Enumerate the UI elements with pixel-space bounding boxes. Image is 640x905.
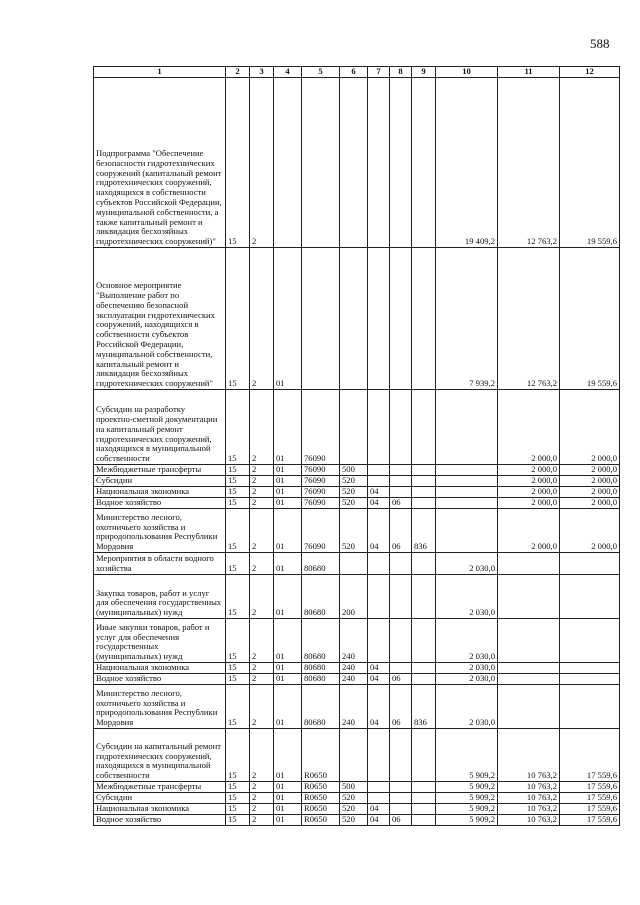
row-value-cell [412, 619, 436, 663]
row-value-cell: 15 [226, 390, 250, 465]
row-value-cell: 01 [274, 509, 302, 553]
row-value-cell [390, 78, 412, 248]
table-row [94, 487, 620, 498]
row-value-cell: 17 559,6 [560, 815, 620, 826]
row-value-cell: 520 [340, 498, 368, 509]
row-value-cell [368, 476, 390, 487]
row-value-cell [436, 498, 498, 509]
row-value-cell [436, 465, 498, 476]
row-value-cell [390, 553, 412, 575]
row-value-cell [340, 390, 368, 465]
row-value-cell: 836 [412, 685, 436, 729]
row-value-cell: 76090 [302, 465, 340, 476]
row-value-cell: 80680 [302, 619, 340, 663]
row-value-cell: 80680 [302, 553, 340, 575]
row-value-cell [340, 78, 368, 248]
budget-table [93, 66, 620, 826]
row-value-cell: 12 763,2 [498, 248, 560, 390]
row-value-cell: 2 000,0 [560, 476, 620, 487]
row-value-cell: 15 [226, 685, 250, 729]
row-value-cell: 76090 [302, 498, 340, 509]
row-value-cell [340, 248, 368, 390]
row-value-cell [368, 465, 390, 476]
row-value-cell [412, 498, 436, 509]
page-number: 588 [590, 36, 610, 51]
row-value-cell: 80680 [302, 663, 340, 674]
row-value-cell: 01 [274, 804, 302, 815]
header-cell: 8 [390, 67, 412, 78]
row-value-cell [498, 575, 560, 619]
row-value-cell: 04 [368, 498, 390, 509]
row-value-cell [412, 553, 436, 575]
table-row [94, 782, 620, 793]
row-value-cell [274, 78, 302, 248]
row-value-cell: 15 [226, 487, 250, 498]
row-value-cell [340, 553, 368, 575]
row-value-cell [390, 619, 412, 663]
row-value-cell: 19 559,6 [560, 78, 620, 248]
row-value-cell [412, 465, 436, 476]
row-value-cell: 10 763,2 [498, 815, 560, 826]
row-value-cell: 2 [250, 487, 274, 498]
table-header-row [94, 67, 620, 78]
row-value-cell: 06 [390, 685, 412, 729]
row-label-cell: Закупка товаров, работ и услуг для обеспечения государственных (муниципальных) нужд [94, 575, 226, 619]
row-value-cell: 2 [250, 476, 274, 487]
row-value-cell: 15 [226, 248, 250, 390]
row-label-cell: Основное мероприятие "Выполнение работ по обеспечению безопасной эксплуатации гидротехнических сооружений, находящихся в собственности субъектов Российской Федерации, муниципальной собственности, капитальный ремонт и ликвидация бесхозяйных гидротехнических сооружений" [94, 248, 226, 390]
table-row [94, 476, 620, 487]
row-value-cell: 5 909,2 [436, 804, 498, 815]
row-value-cell: 15 [226, 575, 250, 619]
row-value-cell: 01 [274, 390, 302, 465]
row-value-cell [340, 729, 368, 782]
row-value-cell: 17 559,6 [560, 793, 620, 804]
row-value-cell [412, 575, 436, 619]
row-value-cell [390, 476, 412, 487]
row-value-cell: 04 [368, 487, 390, 498]
row-value-cell: 2 [250, 390, 274, 465]
row-value-cell [498, 619, 560, 663]
row-value-cell: 2 [250, 498, 274, 509]
row-value-cell [436, 487, 498, 498]
row-value-cell: 19 409,2 [436, 78, 498, 248]
row-value-cell: 04 [368, 674, 390, 685]
row-value-cell [412, 729, 436, 782]
row-value-cell: 2 [250, 663, 274, 674]
row-label-cell: Водное хозяйство [94, 674, 226, 685]
row-value-cell [498, 553, 560, 575]
row-value-cell: 2 030,0 [436, 619, 498, 663]
row-label-cell: Субсидии на разработку проектно-сметной документации на капитальный ремонт гидротехнических сооружений, находящихся в муниципальной собственности [94, 390, 226, 465]
row-value-cell: 12 763,2 [498, 78, 560, 248]
row-value-cell: 80680 [302, 685, 340, 729]
header-cell: 4 [274, 67, 302, 78]
table-row [94, 248, 620, 390]
row-value-cell [412, 248, 436, 390]
table-row [94, 674, 620, 685]
row-value-cell [390, 248, 412, 390]
row-value-cell [436, 476, 498, 487]
row-value-cell: 2 030,0 [436, 685, 498, 729]
row-value-cell [412, 793, 436, 804]
row-value-cell: 15 [226, 78, 250, 248]
row-value-cell: 10 763,2 [498, 782, 560, 793]
row-value-cell: 01 [274, 248, 302, 390]
row-value-cell: 2 000,0 [498, 509, 560, 553]
row-value-cell: 5 909,2 [436, 782, 498, 793]
row-value-cell: 15 [226, 509, 250, 553]
row-label-cell: Водное хозяйство [94, 815, 226, 826]
row-value-cell: 15 [226, 815, 250, 826]
row-value-cell: R0650 [302, 815, 340, 826]
table-row [94, 390, 620, 465]
row-value-cell [368, 793, 390, 804]
row-label-cell: Межбюджетные трансферты [94, 782, 226, 793]
row-value-cell: 5 909,2 [436, 793, 498, 804]
row-label-cell: Министерство лесного, охотничьего хозяйства и природопользования Республики Мордовия [94, 685, 226, 729]
row-value-cell: 01 [274, 553, 302, 575]
row-value-cell: 2 000,0 [560, 509, 620, 553]
row-value-cell: 2 030,0 [436, 575, 498, 619]
row-value-cell: 2 000,0 [498, 487, 560, 498]
row-value-cell [390, 782, 412, 793]
row-value-cell [302, 248, 340, 390]
row-value-cell [412, 663, 436, 674]
table-row [94, 815, 620, 826]
row-value-cell [436, 390, 498, 465]
row-value-cell: 76090 [302, 487, 340, 498]
table-row [94, 663, 620, 674]
row-value-cell [302, 78, 340, 248]
row-value-cell: 15 [226, 804, 250, 815]
row-value-cell [368, 729, 390, 782]
table-row [94, 793, 620, 804]
table-row [94, 498, 620, 509]
row-label-cell: Иные закупки товаров, работ и услуг для обеспечения государственных (муниципальных) нужд [94, 619, 226, 663]
row-value-cell: 01 [274, 465, 302, 476]
header-cell: 6 [340, 67, 368, 78]
row-value-cell [560, 663, 620, 674]
table-row [94, 553, 620, 575]
row-value-cell [560, 575, 620, 619]
row-value-cell: 04 [368, 685, 390, 729]
row-label-cell: Подпрограмма "Обеспечение безопасности гидротехнических сооружений (капитальный ремонт гидротехнических сооружений, находящихся в собственности субъектов Российской Федерации, муниципальной собственности, а также капитальный ремонт и ликвидация бесхозяйных гидротехнических сооружений)" [94, 78, 226, 248]
row-value-cell: 01 [274, 782, 302, 793]
row-value-cell [390, 465, 412, 476]
row-value-cell: 2 [250, 509, 274, 553]
row-value-cell [390, 663, 412, 674]
row-value-cell: 06 [390, 674, 412, 685]
row-value-cell: 01 [274, 815, 302, 826]
row-value-cell: 01 [274, 619, 302, 663]
row-label-cell: Субсидии [94, 793, 226, 804]
row-value-cell [560, 553, 620, 575]
row-value-cell: R0650 [302, 793, 340, 804]
row-value-cell: 240 [340, 619, 368, 663]
row-value-cell [412, 476, 436, 487]
row-value-cell [412, 804, 436, 815]
table-row [94, 804, 620, 815]
row-value-cell: R0650 [302, 782, 340, 793]
row-value-cell: 520 [340, 509, 368, 553]
row-value-cell [368, 782, 390, 793]
row-value-cell: 04 [368, 804, 390, 815]
row-value-cell: 15 [226, 674, 250, 685]
row-value-cell [436, 509, 498, 553]
row-value-cell: 15 [226, 793, 250, 804]
row-value-cell: 15 [226, 782, 250, 793]
row-value-cell [390, 487, 412, 498]
row-value-cell: 2 000,0 [498, 465, 560, 476]
row-value-cell: 520 [340, 793, 368, 804]
row-value-cell [560, 685, 620, 729]
row-value-cell: 01 [274, 793, 302, 804]
row-label-cell: Межбюджетные трансферты [94, 465, 226, 476]
row-value-cell [368, 78, 390, 248]
row-value-cell: 80680 [302, 674, 340, 685]
row-value-cell [560, 674, 620, 685]
row-value-cell: 15 [226, 729, 250, 782]
row-value-cell [368, 248, 390, 390]
row-value-cell: 2 [250, 575, 274, 619]
row-label-cell: Министерство лесного, охотничьего хозяйства и природопользования Республики Мордовия [94, 509, 226, 553]
row-label-cell: Национальная экономика [94, 804, 226, 815]
row-value-cell: 2 [250, 782, 274, 793]
row-value-cell: 2 [250, 793, 274, 804]
row-value-cell: 5 909,2 [436, 729, 498, 782]
row-value-cell: 2 [250, 619, 274, 663]
row-value-cell: 240 [340, 674, 368, 685]
row-value-cell [498, 663, 560, 674]
table-row [94, 78, 620, 248]
row-value-cell: 15 [226, 663, 250, 674]
row-value-cell [368, 575, 390, 619]
row-value-cell [412, 674, 436, 685]
row-value-cell: 15 [226, 498, 250, 509]
row-value-cell: 06 [390, 498, 412, 509]
row-value-cell: 04 [368, 663, 390, 674]
row-value-cell: 10 763,2 [498, 729, 560, 782]
row-value-cell: 76090 [302, 476, 340, 487]
row-value-cell: 15 [226, 476, 250, 487]
row-label-cell: Водное хозяйство [94, 498, 226, 509]
header-cell: 1 [94, 67, 226, 78]
row-label-cell: Субсидии [94, 476, 226, 487]
row-value-cell: 520 [340, 476, 368, 487]
row-value-cell: 06 [390, 815, 412, 826]
row-value-cell [412, 390, 436, 465]
row-value-cell: 520 [340, 804, 368, 815]
row-value-cell: 80680 [302, 575, 340, 619]
row-value-cell: 76090 [302, 390, 340, 465]
row-value-cell: 01 [274, 674, 302, 685]
row-value-cell: 04 [368, 509, 390, 553]
row-value-cell [368, 619, 390, 663]
row-value-cell: 15 [226, 619, 250, 663]
row-label-cell: Субсидии на капитальный ремонт гидротехнических сооружений, находящихся в муниципальной собственности [94, 729, 226, 782]
row-value-cell [498, 674, 560, 685]
row-value-cell: 10 763,2 [498, 804, 560, 815]
row-value-cell: 2 [250, 78, 274, 248]
table-row [94, 619, 620, 663]
row-value-cell: 2 [250, 248, 274, 390]
row-value-cell [368, 553, 390, 575]
row-value-cell: 2 [250, 674, 274, 685]
table-row [94, 685, 620, 729]
row-value-cell: 06 [390, 509, 412, 553]
row-value-cell: 2 000,0 [498, 498, 560, 509]
table-row [94, 575, 620, 619]
header-cell: 11 [498, 67, 560, 78]
row-value-cell: 19 559,6 [560, 248, 620, 390]
row-value-cell: 01 [274, 575, 302, 619]
row-value-cell [390, 793, 412, 804]
row-value-cell [498, 685, 560, 729]
header-cell: 9 [412, 67, 436, 78]
row-value-cell: 520 [340, 815, 368, 826]
row-value-cell: 2 000,0 [560, 487, 620, 498]
row-value-cell [412, 487, 436, 498]
row-value-cell: 2 [250, 815, 274, 826]
row-value-cell: 2 [250, 685, 274, 729]
row-value-cell: 2 [250, 804, 274, 815]
row-value-cell: 15 [226, 465, 250, 476]
row-value-cell: 2 000,0 [560, 390, 620, 465]
row-value-cell: 15 [226, 553, 250, 575]
row-value-cell: 01 [274, 729, 302, 782]
row-value-cell: 2 [250, 465, 274, 476]
row-value-cell: 240 [340, 685, 368, 729]
row-value-cell [390, 729, 412, 782]
header-cell: 3 [250, 67, 274, 78]
row-value-cell: 7 939,2 [436, 248, 498, 390]
row-value-cell [412, 815, 436, 826]
row-value-cell: 01 [274, 663, 302, 674]
table-row [94, 509, 620, 553]
row-value-cell: 836 [412, 509, 436, 553]
row-value-cell: 17 559,6 [560, 782, 620, 793]
row-value-cell: 17 559,6 [560, 804, 620, 815]
row-value-cell: 17 559,6 [560, 729, 620, 782]
header-cell: 7 [368, 67, 390, 78]
header-cell: 12 [560, 67, 620, 78]
row-value-cell: 240 [340, 663, 368, 674]
row-value-cell: 200 [340, 575, 368, 619]
row-value-cell: 2 030,0 [436, 663, 498, 674]
row-value-cell: 10 763,2 [498, 793, 560, 804]
row-value-cell: 2 000,0 [560, 465, 620, 476]
row-value-cell [412, 782, 436, 793]
header-cell: 10 [436, 67, 498, 78]
row-label-cell: Национальная экономика [94, 663, 226, 674]
row-value-cell: 500 [340, 782, 368, 793]
row-value-cell: 2 000,0 [498, 390, 560, 465]
row-value-cell [412, 78, 436, 248]
row-value-cell [390, 575, 412, 619]
row-value-cell [368, 390, 390, 465]
row-value-cell: 01 [274, 487, 302, 498]
row-value-cell: 5 909,2 [436, 815, 498, 826]
row-value-cell: R0650 [302, 804, 340, 815]
row-value-cell: 76090 [302, 509, 340, 553]
row-value-cell: 2 030,0 [436, 674, 498, 685]
row-value-cell: 2 000,0 [498, 476, 560, 487]
row-value-cell [390, 390, 412, 465]
row-value-cell: 04 [368, 815, 390, 826]
row-label-cell: Национальная экономика [94, 487, 226, 498]
row-value-cell: 01 [274, 498, 302, 509]
table-row [94, 729, 620, 782]
row-value-cell: 500 [340, 465, 368, 476]
row-value-cell: 01 [274, 685, 302, 729]
row-value-cell [560, 619, 620, 663]
row-value-cell: 2 [250, 553, 274, 575]
row-label-cell: Мероприятия в области водного хозяйства [94, 553, 226, 575]
header-cell: 2 [226, 67, 250, 78]
row-value-cell: 2 030,0 [436, 553, 498, 575]
row-value-cell [390, 804, 412, 815]
table-row [94, 465, 620, 476]
row-value-cell: 2 [250, 729, 274, 782]
header-cell: 5 [302, 67, 340, 78]
row-value-cell: 520 [340, 487, 368, 498]
row-value-cell: R0650 [302, 729, 340, 782]
row-value-cell: 2 000,0 [560, 498, 620, 509]
row-value-cell: 01 [274, 476, 302, 487]
